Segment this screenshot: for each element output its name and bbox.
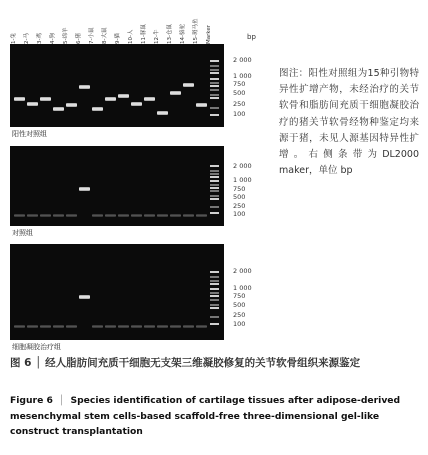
marker-band	[210, 89, 219, 91]
marker-band	[210, 304, 219, 306]
marker-band	[210, 187, 219, 189]
marker-band	[210, 271, 219, 273]
size-labels-treatment	[233, 244, 263, 340]
marker-band	[210, 85, 219, 87]
marker-band	[210, 190, 219, 192]
dna-band	[131, 102, 142, 106]
primer-dimer-band	[27, 325, 38, 328]
dna-band	[170, 91, 181, 95]
primer-dimer-band	[40, 325, 51, 328]
size-label: 250	[233, 202, 246, 210]
marker-band	[210, 283, 219, 285]
primer-dimer-band	[183, 325, 194, 328]
dna-band	[40, 97, 51, 101]
size-label: 2 000	[233, 267, 252, 275]
caption-figure-label: Figure 6	[10, 395, 53, 406]
marker-band	[210, 97, 219, 99]
lane-label: 14-骆驼	[180, 24, 186, 44]
dna-band	[79, 295, 90, 299]
marker-band	[210, 170, 219, 172]
bp-unit-label: bp	[247, 33, 256, 41]
size-label: 250	[233, 100, 246, 108]
size-label: 500	[233, 193, 246, 201]
marker-band	[210, 78, 219, 80]
size-label: 2 000	[233, 56, 252, 64]
dna-band	[105, 97, 116, 101]
marker-band	[210, 94, 219, 96]
primer-dimer-band	[183, 214, 194, 217]
size-label: 1 000	[233, 284, 252, 292]
size-label: 1 000	[233, 72, 252, 80]
lane-label: 12-牛	[154, 29, 160, 44]
marker-band	[210, 65, 219, 67]
caption-english-text: Species identification of cartilage tissues after adipose-derived mesenchymal stem cells-based scaffold-free three-dimensional gel-like construct transplantation	[10, 395, 401, 437]
dna-band	[144, 97, 155, 101]
lane-label: 5-绵羊	[63, 27, 69, 44]
primer-dimer-band	[105, 325, 116, 328]
dna-band	[27, 102, 38, 106]
marker-band	[210, 307, 219, 309]
size-label: 750	[233, 80, 246, 88]
primer-dimer-band	[144, 325, 155, 328]
size-label: 500	[233, 301, 246, 309]
marker-band	[210, 195, 219, 197]
primer-dimer-band	[40, 214, 51, 217]
size-label: 2 000	[233, 162, 252, 170]
dna-band	[66, 103, 77, 107]
marker-band	[210, 280, 219, 282]
marker-band	[210, 295, 219, 297]
lane-label: 9-猫	[115, 33, 121, 44]
lane-label: 15-斑马鱼	[193, 18, 199, 44]
primer-dimer-band	[14, 325, 25, 328]
marker-band	[210, 176, 219, 178]
marker-band	[210, 288, 219, 290]
panel-title-control: 对照组	[12, 229, 33, 237]
dna-band	[14, 97, 25, 101]
size-label: 750	[233, 292, 246, 300]
dna-band	[92, 107, 103, 111]
lane-labels	[10, 4, 220, 44]
primer-dimer-band	[170, 325, 181, 328]
lane-label: 2-马	[24, 33, 30, 44]
primer-dimer-band	[14, 214, 25, 217]
primer-dimer-band	[66, 214, 77, 217]
size-labels-control	[233, 146, 263, 226]
dna-band	[196, 103, 207, 107]
dna-band	[157, 111, 168, 115]
primer-dimer-band	[170, 214, 181, 217]
size-label: 100	[233, 320, 246, 328]
lane-label: 10-人	[128, 29, 134, 44]
caption-english	[10, 393, 420, 440]
panel-title-positive: 阳性对照组	[12, 130, 47, 138]
marker-band	[210, 173, 219, 175]
primer-dimer-band	[118, 325, 129, 328]
caption-chinese: 图 6 │ 经人脂肪间充质干细胞无支架三维凝胶修复的关节软骨组织来源鉴定	[10, 357, 361, 369]
lane-label: 13-仓鼠	[167, 24, 173, 44]
marker-band	[210, 60, 219, 62]
lane-label: Marker	[206, 24, 212, 44]
lane-label: 6-猪	[76, 33, 82, 44]
primer-dimer-band	[131, 214, 142, 217]
size-label: 500	[233, 89, 246, 97]
lane-label: 4-狗	[50, 33, 56, 44]
caption-separator: │	[58, 395, 65, 406]
lane-label: 1-兔	[11, 33, 17, 44]
marker-band	[210, 276, 219, 278]
panel-title-treatment: 细胞凝胶治疗组	[12, 343, 61, 351]
dna-band	[79, 187, 90, 191]
dna-band	[183, 83, 194, 87]
primer-dimer-band	[92, 325, 103, 328]
marker-band	[210, 72, 219, 74]
marker-band	[210, 165, 219, 167]
marker-band	[210, 69, 219, 71]
marker-band	[210, 323, 219, 325]
marker-band	[210, 82, 219, 84]
lane-label: 7-小鼠	[89, 27, 95, 44]
marker-band	[210, 212, 219, 214]
primer-dimer-band	[196, 325, 207, 328]
primer-dimer-band	[27, 214, 38, 217]
dna-band	[118, 94, 129, 98]
size-label: 250	[233, 311, 246, 319]
primer-dimer-band	[131, 325, 142, 328]
size-label: 750	[233, 185, 246, 193]
marker-band	[210, 198, 219, 200]
lane-label: 8-大鼠	[102, 27, 108, 44]
marker-band	[210, 316, 219, 318]
primer-dimer-band	[196, 214, 207, 217]
primer-dimer-band	[53, 325, 64, 328]
figure-note: 图注：阳性对照组为15种引物特异性扩增产物，未经治疗的关节软骨和脂肪间充质干细胞凝胶治疗的猪关节软骨经物种鉴定均来源于猪，未见人源基因特异性扩增。右侧条带为DL2000 maker，单位 bp	[279, 68, 419, 177]
marker-band	[210, 292, 219, 294]
size-label: 1 000	[233, 176, 252, 184]
marker-band	[210, 114, 219, 116]
size-label: 100	[233, 210, 246, 218]
primer-dimer-band	[53, 214, 64, 217]
marker-band	[210, 206, 219, 208]
lane-label: 3-鸡	[37, 33, 43, 44]
gel-positive-control	[10, 44, 224, 127]
dna-band	[79, 85, 90, 89]
dna-band	[53, 107, 64, 111]
size-labels-positive	[233, 44, 263, 127]
size-label: 100	[233, 110, 246, 118]
gel-treatment	[10, 244, 224, 340]
primer-dimer-band	[157, 325, 168, 328]
marker-band	[210, 184, 219, 186]
marker-band	[210, 180, 219, 182]
primer-dimer-band	[118, 214, 129, 217]
primer-dimer-band	[66, 325, 77, 328]
marker-band	[210, 107, 219, 109]
primer-dimer-band	[105, 214, 116, 217]
primer-dimer-band	[92, 214, 103, 217]
primer-dimer-band	[157, 214, 168, 217]
lane-label: 11-豚鼠	[141, 24, 147, 44]
primer-dimer-band	[144, 214, 155, 217]
marker-band	[210, 299, 219, 301]
gel-control	[10, 146, 224, 226]
